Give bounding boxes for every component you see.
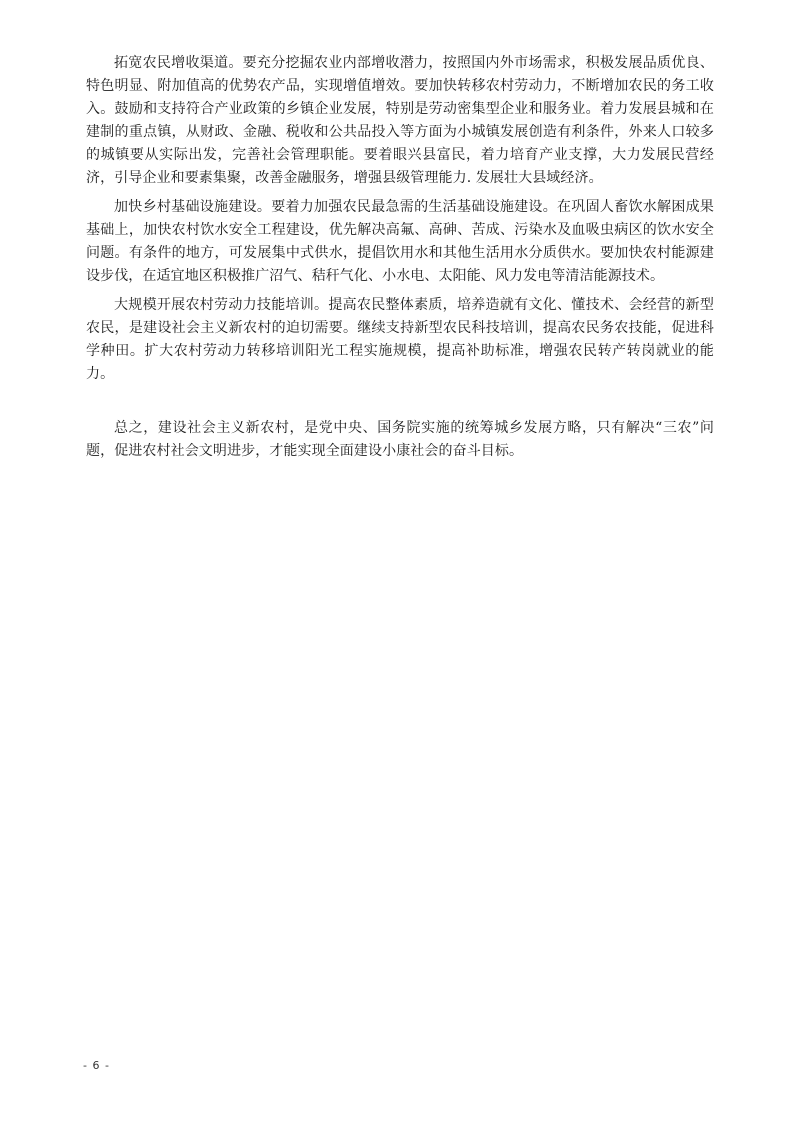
paragraph-rural-infrastructure: 加快乡村基础设施建设。要着力加强农民最急需的生活基础设施建设。在巩固人畜饮水解困成果基础上，加快农村饮水安全工程建设，优先解决高氟、高砷、苦成、污染水及血吸虫病区的饮水安全问题。有条件的地方，可发展集中式供水，提倡饮用水和其他生活用水分质供水。要加快农村能源建设步伐，在适宜地区积极推广沼气、秸秆气化、小水电、太阳能、风力发电等清洁能源技术。 xyxy=(86,199,714,284)
document-body xyxy=(86,52,714,463)
paragraph-farmer-income: 拓宽农民增收渠道。要充分挖掘农业内部增收潜力，按照国内外市场需求，积极发展品质优良、特色明显、附加值高的优势农产品，实现增值增效。要加快转移农村劳动力，不断增加农民的务工收入。鼓励和支持符合产业政策的乡镇企业发展，特别是劳动密集型企业和服务业。着力发展县城和在建制的重点镇，从财政、金融、税收和公共品投入等方面为小城镇发展创造有利条件，外来人口较多的城镇要从实际出发，完善社会管理职能。要着眼兴县富民，着力培育产业支撑，大力发展民营经济，引导企业和要素集聚，改善金融服务，增强县级管理能力. 发展壮大县域经济。 xyxy=(86,55,714,186)
paragraph-skills-training: 大规模开展农村劳动力技能培训。提高农民整体素质，培养造就有文化、懂技术、会经营的新型农民，是建设社会主义新农村的迫切需要。继续支持新型农民科技培训，提高农民务农技能，促进科学种田。扩大农村劳动力转移培训阳光工程实施规模，提高补助标准，增强农民转产转岗就业的能力。 xyxy=(86,297,714,382)
paragraph-conclusion: 总之，建设社会主义新农村，是党中央、国务院实施的统筹城乡发展方略，只有解决“三农”问题，促进农村社会文明进步，才能实现全面建设小康社会的奋斗目标。 xyxy=(86,420,714,459)
page-number: - 6 - xyxy=(83,1059,110,1072)
